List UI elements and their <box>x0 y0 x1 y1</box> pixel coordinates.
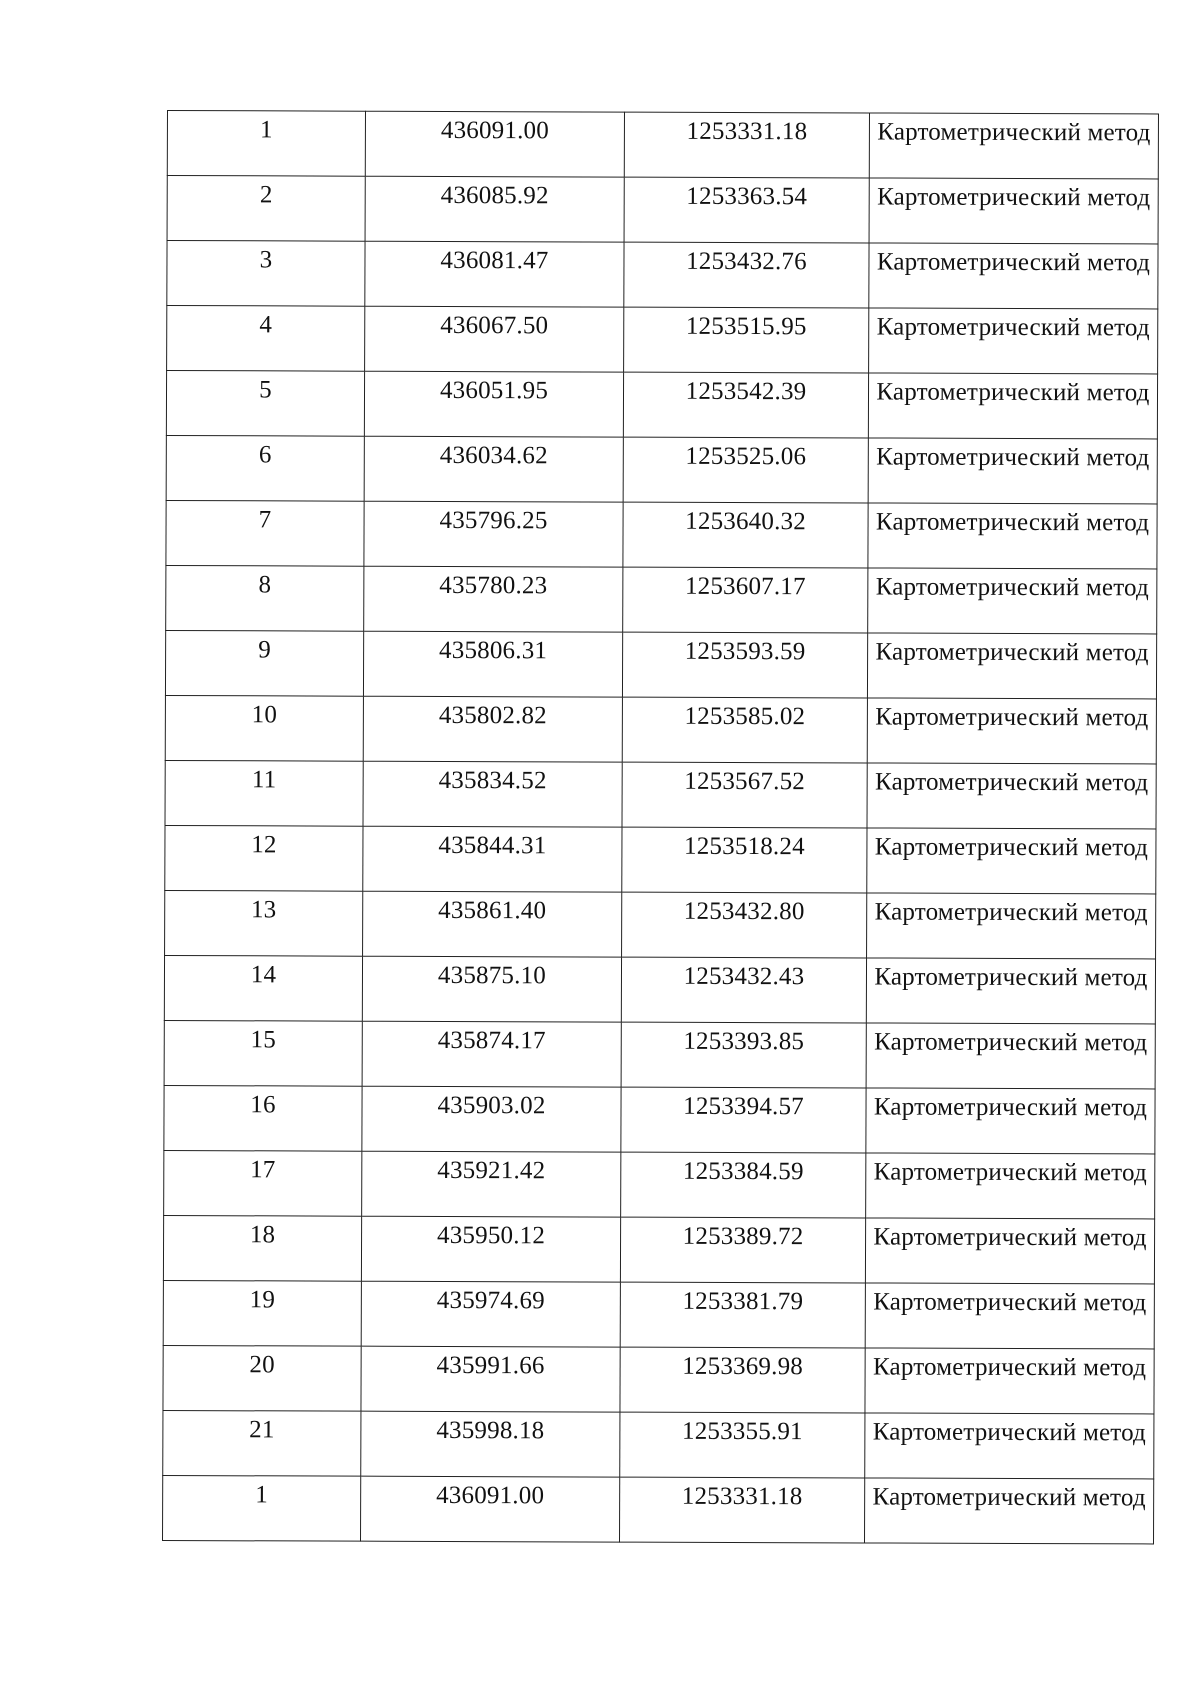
y-coordinate-cell-text: 1253331.18 <box>681 1482 803 1511</box>
y-coordinate-cell-text: 1253567.52 <box>684 767 806 796</box>
x-coordinate-cell-text: 435875.10 <box>437 961 547 990</box>
method-cell <box>869 243 1158 309</box>
x-coordinate-cell-text: 435874.17 <box>437 1026 546 1055</box>
point-number-cell <box>166 435 364 501</box>
y-coordinate-cell <box>620 1477 865 1543</box>
table-row <box>167 111 1158 179</box>
point-number-cell <box>165 890 363 956</box>
table-row <box>165 630 1156 698</box>
method-cell <box>869 308 1158 374</box>
x-coordinate-cell-text: 436085.92 <box>440 181 549 210</box>
point-number-cell-text: 21 <box>249 1416 275 1444</box>
x-coordinate-cell <box>361 1346 620 1412</box>
method-cell-text: Картометрический метод <box>873 1093 1148 1122</box>
y-coordinate-cell-text: 1253593.59 <box>684 637 806 666</box>
y-coordinate-cell-text: 1253381.79 <box>682 1287 804 1316</box>
method-cell <box>866 1153 1155 1219</box>
table-row <box>163 1215 1154 1283</box>
point-number-cell-text: 11 <box>251 766 277 794</box>
y-coordinate-cell-text: 1253331.18 <box>686 117 808 146</box>
method-cell <box>865 1348 1154 1414</box>
x-coordinate-cell <box>361 1411 620 1477</box>
table-row <box>165 760 1156 828</box>
coordinates-table <box>162 110 1159 1544</box>
y-coordinate-cell-text: 1253607.17 <box>684 572 806 601</box>
point-number-cell <box>163 1345 361 1411</box>
table-row <box>165 825 1156 893</box>
y-coordinate-cell-text: 1253389.72 <box>682 1222 804 1251</box>
method-cell <box>866 958 1155 1024</box>
method-cell-text: Картометрический метод <box>877 183 1151 212</box>
method-cell-text: Картометрический метод <box>876 443 1150 472</box>
point-number-cell-text: 1 <box>255 1481 269 1509</box>
y-coordinate-cell <box>623 372 868 438</box>
method-cell-text: Картометрический метод <box>874 833 1149 862</box>
point-number-cell-text: 12 <box>251 831 277 859</box>
y-coordinate-cell <box>621 957 866 1023</box>
x-coordinate-cell-text: 435861.40 <box>438 896 547 925</box>
y-coordinate-cell-text: 1253369.98 <box>682 1352 804 1381</box>
point-number-cell <box>165 825 363 891</box>
x-coordinate-cell <box>363 696 622 762</box>
x-coordinate-cell-text: 436091.00 <box>436 1481 545 1510</box>
y-coordinate-cell <box>623 502 868 568</box>
point-number-cell <box>167 241 365 307</box>
method-cell <box>868 568 1157 634</box>
table-row <box>167 306 1158 374</box>
method-cell-text: Картометрический метод <box>876 378 1150 407</box>
x-coordinate-cell <box>361 1216 620 1282</box>
x-coordinate-cell <box>364 501 623 567</box>
point-number-cell <box>167 306 365 372</box>
y-coordinate-cell <box>622 827 867 893</box>
table-row <box>167 176 1158 244</box>
y-coordinate-cell <box>624 242 869 308</box>
y-coordinate-cell <box>624 307 869 373</box>
method-cell-text: Картометрический метод <box>876 248 1151 277</box>
x-coordinate-cell-text: 436091.00 <box>440 116 550 145</box>
x-coordinate-cell-text: 435806.31 <box>439 636 548 665</box>
x-coordinate-cell-text: 435834.52 <box>438 766 547 795</box>
point-number-cell <box>164 1085 362 1151</box>
y-coordinate-cell-text: 1253542.39 <box>685 377 807 406</box>
y-coordinate-cell <box>622 892 867 958</box>
point-number-cell-text: 2 <box>259 181 273 209</box>
table-row <box>163 1410 1154 1478</box>
point-number-cell-text: 18 <box>249 1221 276 1249</box>
y-coordinate-cell <box>621 1087 866 1153</box>
point-number-cell <box>164 1020 362 1086</box>
method-cell <box>865 1413 1154 1479</box>
x-coordinate-cell <box>363 891 622 957</box>
point-number-cell-text: 7 <box>258 506 272 534</box>
point-number-cell-text: 15 <box>250 1026 277 1054</box>
point-number-cell-text: 17 <box>250 1156 276 1184</box>
table-row <box>164 1085 1155 1153</box>
x-coordinate-cell <box>365 176 624 242</box>
y-coordinate-cell-text: 1253585.02 <box>684 702 806 731</box>
point-number-cell <box>163 1475 361 1541</box>
method-cell <box>867 893 1156 959</box>
point-number-cell <box>165 630 363 696</box>
y-coordinate-cell-text: 1253355.91 <box>681 1417 803 1446</box>
method-cell <box>866 1023 1155 1089</box>
y-coordinate-cell <box>623 437 868 503</box>
method-cell <box>869 113 1158 179</box>
method-cell-text: Картометрический метод <box>875 768 1149 797</box>
x-coordinate-cell <box>365 306 624 372</box>
x-coordinate-cell-text: 436034.62 <box>439 441 548 470</box>
y-coordinate-cell <box>622 632 867 698</box>
x-coordinate-cell <box>362 1021 621 1087</box>
method-cell <box>865 1478 1154 1544</box>
y-coordinate-cell-text: 1253432.76 <box>686 247 807 276</box>
point-number-cell <box>164 955 362 1021</box>
method-cell-text: Картометрический метод <box>872 1483 1146 1512</box>
point-number-cell <box>165 695 363 761</box>
x-coordinate-cell <box>363 631 622 697</box>
y-coordinate-cell <box>620 1217 865 1283</box>
x-coordinate-cell-text: 435780.23 <box>439 571 548 600</box>
x-coordinate-cell <box>363 826 622 892</box>
x-coordinate-cell-text: 435802.82 <box>438 701 547 730</box>
table-row <box>166 500 1157 568</box>
table-row <box>164 1020 1155 1088</box>
x-coordinate-cell-text: 435796.25 <box>439 506 548 535</box>
y-coordinate-cell-text: 1253640.32 <box>685 507 806 536</box>
x-coordinate-cell <box>361 1281 620 1347</box>
table-row <box>163 1345 1154 1413</box>
method-cell-text: Картометрический метод <box>875 638 1149 667</box>
y-coordinate-cell-text: 1253432.43 <box>683 962 805 991</box>
point-number-cell-text: 9 <box>258 636 272 664</box>
method-cell <box>866 1088 1155 1154</box>
method-cell <box>865 1218 1154 1284</box>
point-number-cell-text: 10 <box>251 701 278 729</box>
x-coordinate-cell <box>362 1151 621 1217</box>
y-coordinate-cell-text: 1253515.95 <box>685 312 807 341</box>
y-coordinate-cell <box>621 1022 866 1088</box>
table-row <box>165 890 1156 958</box>
y-coordinate-cell-text: 1253363.54 <box>686 182 808 211</box>
y-coordinate-cell <box>624 112 869 178</box>
x-coordinate-cell <box>365 111 624 177</box>
x-coordinate-cell-text: 435844.31 <box>438 831 547 860</box>
point-number-cell-text: 8 <box>258 571 272 599</box>
table-row <box>163 1475 1154 1543</box>
point-number-cell <box>167 111 365 177</box>
point-number-cell-text: 5 <box>259 376 272 404</box>
y-coordinate-cell <box>620 1282 865 1348</box>
y-coordinate-cell-text: 1253393.85 <box>683 1027 805 1056</box>
x-coordinate-cell <box>362 956 621 1022</box>
x-coordinate-cell-text: 435921.42 <box>437 1156 546 1185</box>
method-cell <box>868 503 1157 569</box>
point-number-cell <box>163 1410 361 1476</box>
point-number-cell-text: 16 <box>250 1091 276 1119</box>
x-coordinate-cell-text: 435950.12 <box>436 1221 546 1250</box>
x-coordinate-cell <box>361 1476 620 1542</box>
method-cell-text: Картометрический метод <box>873 1288 1147 1317</box>
point-number-cell-text: 20 <box>249 1351 275 1379</box>
y-coordinate-cell-text: 1253394.57 <box>683 1092 804 1121</box>
y-coordinate-cell <box>620 1412 865 1478</box>
point-number-cell <box>166 371 364 437</box>
point-number-cell-text: 19 <box>249 1286 276 1314</box>
table-row <box>164 955 1155 1023</box>
y-coordinate-cell <box>624 177 869 243</box>
point-number-cell <box>163 1215 361 1281</box>
y-coordinate-cell <box>621 1152 866 1218</box>
x-coordinate-cell-text: 436081.47 <box>440 246 549 275</box>
y-coordinate-cell <box>623 567 868 633</box>
method-cell-text: Картометрический метод <box>872 1353 1147 1382</box>
method-cell-text: Картометрический метод <box>874 1028 1148 1057</box>
table-row <box>166 435 1157 503</box>
point-number-cell <box>166 500 364 566</box>
method-cell <box>867 698 1156 764</box>
method-cell <box>867 763 1156 829</box>
method-cell <box>865 1283 1154 1349</box>
x-coordinate-cell-text: 435991.66 <box>436 1351 545 1380</box>
x-coordinate-cell-text: 435974.69 <box>436 1286 545 1315</box>
method-cell-text: Картометрический метод <box>875 508 1150 537</box>
x-coordinate-cell <box>364 566 623 632</box>
method-cell-text: Картометрический метод <box>877 118 1151 147</box>
y-coordinate-cell <box>622 762 867 828</box>
point-number-cell <box>165 760 363 826</box>
x-coordinate-cell-text: 436067.50 <box>440 311 549 340</box>
table-row <box>163 1280 1154 1348</box>
point-number-cell-text: 13 <box>250 896 277 924</box>
method-cell <box>868 373 1157 439</box>
table-row <box>165 695 1156 763</box>
x-coordinate-cell <box>364 436 623 502</box>
y-coordinate-cell-text: 1253518.24 <box>684 832 805 861</box>
method-cell-text: Картометрический метод <box>875 703 1149 732</box>
point-number-cell-text: 3 <box>259 246 273 274</box>
x-coordinate-cell <box>365 241 624 307</box>
y-coordinate-cell <box>620 1347 865 1413</box>
method-cell <box>867 828 1156 894</box>
x-coordinate-cell-text: 436051.95 <box>439 376 549 405</box>
y-coordinate-cell-text: 1253432.80 <box>683 897 805 926</box>
table-row <box>164 1150 1155 1218</box>
x-coordinate-cell-text: 435998.18 <box>436 1416 545 1445</box>
coordinates-table-body <box>163 111 1159 1544</box>
method-cell <box>868 438 1157 504</box>
point-number-cell <box>163 1280 361 1346</box>
method-cell-text: Картометрический метод <box>874 898 1148 927</box>
method-cell <box>867 633 1156 699</box>
x-coordinate-cell <box>362 1086 621 1152</box>
table-row <box>166 565 1157 633</box>
x-coordinate-cell-text: 435903.02 <box>437 1091 546 1120</box>
method-cell-text: Картометрический метод <box>875 573 1149 602</box>
y-coordinate-cell-text: 1253525.06 <box>685 442 807 471</box>
point-number-cell <box>164 1150 362 1216</box>
method-cell-text: Картометрический метод <box>876 313 1150 342</box>
method-cell-text: Картометрический метод <box>873 1158 1147 1187</box>
x-coordinate-cell <box>364 371 623 437</box>
method-cell-text: Картометрический метод <box>873 1223 1147 1252</box>
y-coordinate-cell-text: 1253384.59 <box>682 1157 804 1186</box>
point-number-cell <box>167 176 365 242</box>
method-cell <box>869 178 1158 244</box>
point-number-cell-text: 1 <box>260 116 273 144</box>
point-number-cell-text: 4 <box>259 311 273 339</box>
method-cell-text: Картометрический метод <box>874 963 1148 992</box>
table-row <box>166 371 1157 439</box>
x-coordinate-cell <box>363 761 622 827</box>
y-coordinate-cell <box>622 697 867 763</box>
table-row <box>167 241 1158 309</box>
method-cell-text: Картометрический метод <box>872 1418 1147 1447</box>
point-number-cell-text: 6 <box>258 441 272 469</box>
point-number-cell <box>166 565 364 631</box>
point-number-cell-text: 14 <box>250 961 277 989</box>
